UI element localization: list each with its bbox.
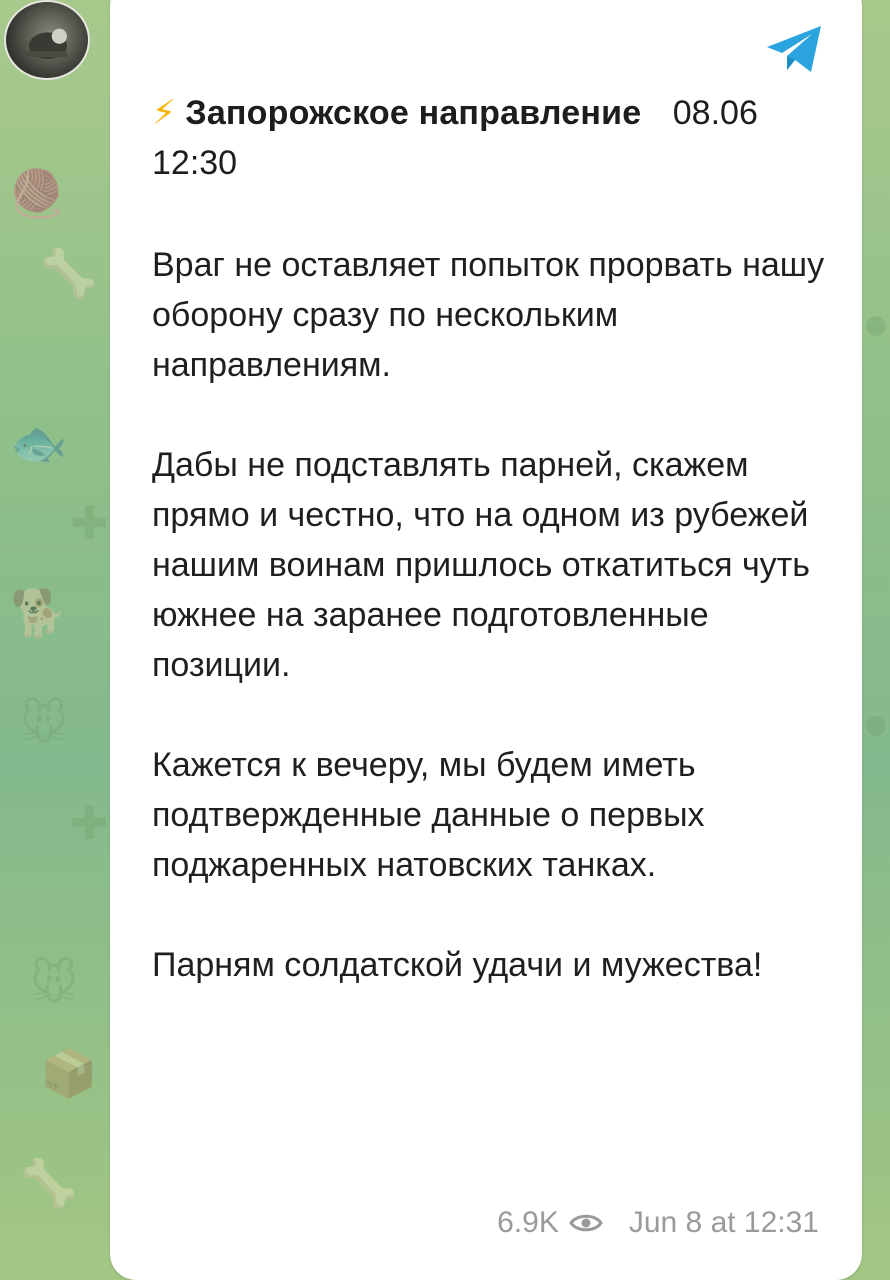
chat-background-pattern: 🧶 🦴 🐟 ✚ 🐕 🐭 ✚ 🐭 📦 🦴 ● ● xyxy=(8,167,890,1209)
message-timestamp: Jun 8 at 12:31 xyxy=(628,1206,819,1239)
eye-icon xyxy=(569,1212,603,1234)
post-time: 12:30 xyxy=(152,144,238,182)
channel-name[interactable]: Запорожское направление xyxy=(185,94,642,132)
avatar-image xyxy=(6,2,88,78)
telegram-share-icon[interactable] xyxy=(764,24,824,76)
lightning-icon: ⚡ xyxy=(152,94,176,132)
message-paragraph: Кажется к вечеру, мы будем иметь подтвержденные данные о первых поджаренных натовских танках. xyxy=(152,746,705,884)
message-paragraph: Парням солдатской удачи и мужества! xyxy=(152,946,763,984)
message-footer xyxy=(497,1206,819,1240)
post-date: 08.06 xyxy=(672,94,758,132)
view-count: 6.9K xyxy=(497,1206,559,1239)
message-paragraph: Враг не оставляет попыток прорвать нашу оборону сразу по нескольким направлениям. xyxy=(152,246,825,384)
post-header xyxy=(152,88,832,188)
message-paragraph: Дабы не подставлять парней, скажем прямо и честно, что на одном из рубежей нашим воинам пришлось откатиться чуть южнее на заранее подготовленные позиции. xyxy=(152,446,810,684)
message-text xyxy=(152,240,842,990)
channel-avatar[interactable] xyxy=(4,0,90,80)
